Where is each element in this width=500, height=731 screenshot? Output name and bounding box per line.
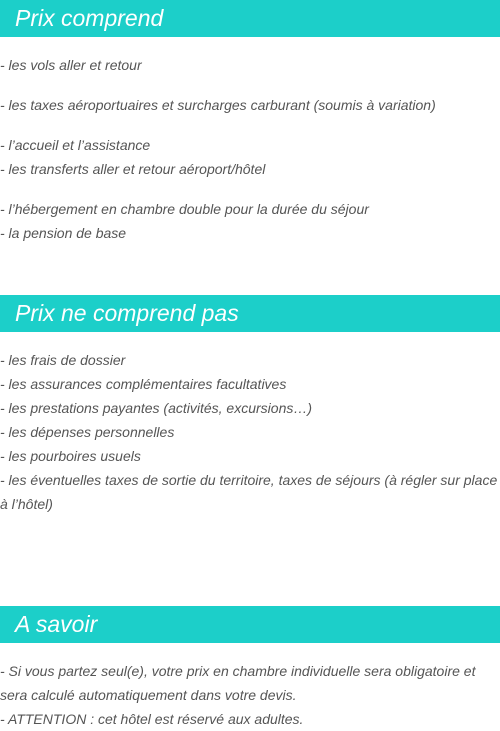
list-item: - ATTENTION : cet hôtel est réservé aux adultes.	[0, 711, 304, 727]
section-title: Prix ne comprend pas	[15, 300, 239, 326]
list-item: - les taxes aéroportuaires et surcharges carburant (soumis à variation)	[0, 97, 436, 113]
section-title: A savoir	[15, 611, 98, 637]
list-item: - les vols aller et retour	[0, 57, 142, 73]
section-header-a-savoir	[0, 606, 500, 643]
list-item: - les assurances complémentaires facultatives	[0, 376, 287, 392]
list-item: - l’hébergement en chambre double pour la durée du séjour	[0, 201, 369, 217]
section-title: Prix comprend	[15, 5, 164, 31]
section-header-prix-ne-comprend-pas	[0, 295, 500, 332]
section-header-prix-comprend	[0, 0, 500, 37]
list-item: - les transferts aller et retour aéroport/hôtel	[0, 161, 266, 177]
list-item: - Si vous partez seul(e), votre prix en chambre individuelle sera obligatoire et sera calculé automatiquement dans votre devis.	[0, 663, 476, 703]
list-item: - les frais de dossier	[0, 352, 126, 368]
list-item: - les pourboires usuels	[0, 448, 141, 464]
list-item: - les dépenses personnelles	[0, 424, 175, 440]
list-item: - les éventuelles taxes de sortie du territoire, taxes de séjours (à régler sur place à l’hôtel)	[0, 472, 498, 512]
list-item: - les prestations payantes (activités, excursions…)	[0, 400, 313, 416]
list-item: - l’accueil et l’assistance	[0, 137, 151, 153]
list-item: - la pension de base	[0, 225, 127, 241]
